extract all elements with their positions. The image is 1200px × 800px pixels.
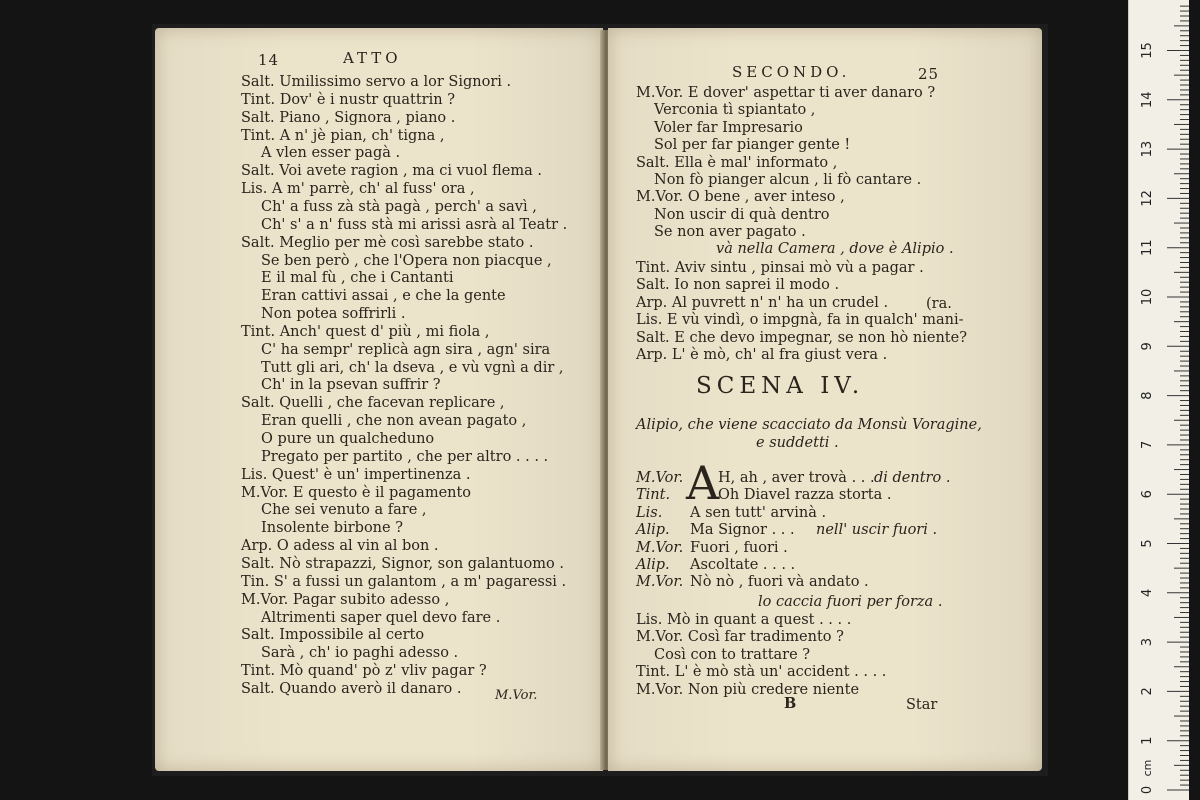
text-line: Non uscir di quà dentro [654,206,830,223]
right-catchword: Star [906,697,938,713]
right-page [608,28,1042,771]
ruler-label: 15 [1140,42,1155,59]
ruler-unit-label: cm [1141,759,1154,777]
text-line: Insolente birbone ? [261,520,403,537]
text-line: Voler far Impresario [654,119,803,136]
text-line: Arp. O adess al vin al bon . [241,538,439,555]
scene-heading: SCENA IV. [696,373,865,399]
text-line: Tint. Mò quand' pò z' vliv pagar ? [241,663,487,680]
dialogue-speaker: Tint. [636,487,671,504]
dialogue-speaker: M.Vor. [636,539,684,556]
text-line: Salt. Ella è mal' informato , [636,154,838,171]
ruler-label: 10 [1140,288,1155,306]
right-page-number: 25 [918,65,940,83]
right-running-head: SECONDO. [732,63,851,81]
ruler-label: 8 [1140,391,1155,400]
text-line: Arp. L' è mò, ch' al fra giust vera . [636,347,888,363]
scene-description-1: Alipio, che viene scacciato da Monsù Voragine, [636,417,982,433]
text-line: Eran cattivi assai , e che la gente [261,288,506,305]
ruler-label: 7 [1140,440,1155,450]
text-line: Non fò pianger alcun , li fò cantare . [654,172,922,188]
text-line: Non potea soffrirli . [261,306,406,323]
dialogue-text: Ascoltate . . . . [690,557,796,573]
text-line: Tint. A n' jè pian, ch' tigna , [241,127,445,144]
text-line: Eran quelli , che non avean pagato , [261,413,527,430]
dialogue-text: Oh Diavel razza storta . [718,487,892,504]
ruler-scale [1129,0,1189,800]
text-line: Ch' s' a n' fuss stà mi arissi asrà al Teatr . [261,216,568,233]
ruler-label: 6 [1140,490,1155,499]
text-line: E il mal fù , che i Cantanti [261,270,454,287]
ruler-label: 9 [1140,342,1155,351]
signature-mark: B [784,695,797,712]
text-line: Ch' in la psevan suffrir ? [261,377,441,394]
dialogue-speaker: Lis. [636,504,663,521]
text-line: Se ben però , che l'Opera non piacque , [261,252,552,269]
text-line: Tin. S' a fussi un galantom , a m' pagaressi . [241,573,567,590]
text-line: Che sei venuto a fare , [261,502,427,519]
dialogue-stage-note: nell' uscir fuori . [816,522,938,539]
ruler-label: 2 [1140,687,1155,696]
ruler-label: 0 [1140,785,1155,795]
text-line: Sarà , ch' io paghi adesso . [261,645,459,662]
left-running-head: ATTO [343,49,402,67]
text-line: M.Vor. E questo è il pagamento [241,484,472,501]
ruler-label: 3 [1140,637,1155,647]
text-line: Salt. Quelli , che facevan replicare , [241,395,505,412]
text-line: Salt. Quando averò il danaro . [241,680,462,697]
text-line: M.Vor. Pagar subito adesso , [241,591,450,608]
text-line: Ch' a fuss zà stà pagà , perch' a savì , [261,198,537,215]
ruler-label: 13 [1140,140,1155,158]
ruler-label: 14 [1140,91,1155,109]
ruler-label: 11 [1140,239,1155,256]
text-line: Sol per far pianger gente ! [654,137,851,154]
dialogue-speaker: M.Vor. [636,574,684,591]
dialogue-text: Fuori , fuori . [690,539,788,556]
text-line: Lis. E vù vindì, o impgnà, fa in qualch' mani- [636,312,964,329]
text-line: Tint. L' è mò stà un' accident . . . . [636,664,887,681]
text-line: Se non aver pagato . [654,224,806,241]
stage-direction-1: và nella Camera , dove è Alipio . [716,241,954,257]
dialogue-stage-note: di dentro . [874,470,951,486]
dialogue-text: Nò nò , fuori và andato . [690,574,869,591]
text-line: M.Vor. E dover' aspettar ti aver danaro ? [636,85,936,101]
text-line: Verconia tì spiantato , [654,102,816,119]
text-line: Tutt gli ari, ch' la dseva , e vù vgnì a dir , [261,359,564,376]
text-line: Lis. Quest' è un' impertinenza . [241,466,471,483]
ruler-label: 1 [1140,736,1155,745]
text-line: Salt. Piano , Signora , piano . [241,109,456,126]
measuring-ruler [1128,0,1189,800]
text-line: Salt. Umilissimo servo a lor Signori . [241,74,512,90]
text-line: Salt. Voi avete ragion , ma ci vuol flema . [241,163,542,180]
text-line: A vlen esser pagà . [261,145,401,162]
scene-description-2: e suddetti . [756,435,839,451]
left-page-number: 14 [258,51,280,69]
left-catchword: M.Vor. [495,688,538,703]
text-line: Pregato per partito , che per altro . . . . [261,448,549,465]
text-line: Tint. Anch' quest d' più , mi fiola , [241,323,490,340]
turnover-fragment: (ra. [926,296,952,312]
text-line: Salt. Nò strapazzi, Signor, son galantuomo . [241,555,564,572]
left-page [155,28,603,771]
ruler-label: 12 [1140,190,1155,207]
dialogue-text: A sen tutt' arvinà . [690,504,827,521]
text-line: C' ha sempr' replicà agn sira , agn' sira [261,341,551,358]
stage-direction-2: lo caccia fuori per forza . [758,594,943,610]
text-line: M.Vor. O bene , aver inteso , [636,189,845,206]
drop-cap: A [686,456,720,510]
text-line: Lis. Mò in quant a quest . . . . [636,612,852,628]
text-line: Tint. Dov' è i nustr quattrin ? [241,91,455,108]
dialogue-text: H, ah , aver trovà . . . [718,470,875,486]
text-line: Salt. Io non saprei il modo . [636,277,840,294]
ruler-label: 4 [1140,588,1155,597]
dialogue-speaker: Alip. [636,557,670,573]
text-line: Tint. Aviv sintu , pinsai mò vù a pagar . [636,260,924,276]
dialogue-text: Ma Signor . . . [690,522,795,539]
text-line: Altrimenti saper quel devo fare . [261,609,501,626]
text-line: Così con to trattare ? [654,646,811,663]
ruler-label: 5 [1140,539,1155,548]
text-line: M.Vor. Così far tradimento ? [636,629,844,646]
text-line: Salt. E che devo impegnar, se non hò niente? [636,329,967,346]
dialogue-speaker: Alip. [636,522,670,539]
text-line: O pure un qualcheduno [261,431,435,447]
text-line: Salt. Impossibile al certo [241,627,425,644]
dialogue-speaker: M.Vor. [636,470,684,486]
text-line: M.Vor. Non più credere niente [636,681,860,698]
text-line: Salt. Meglio per mè così sarebbe stato . [241,234,534,251]
text-line: Lis. A m' parrè, ch' al fuss' ora , [241,181,475,198]
text-line: Arp. Al puvrett n' n' ha un crudel . [636,294,889,311]
